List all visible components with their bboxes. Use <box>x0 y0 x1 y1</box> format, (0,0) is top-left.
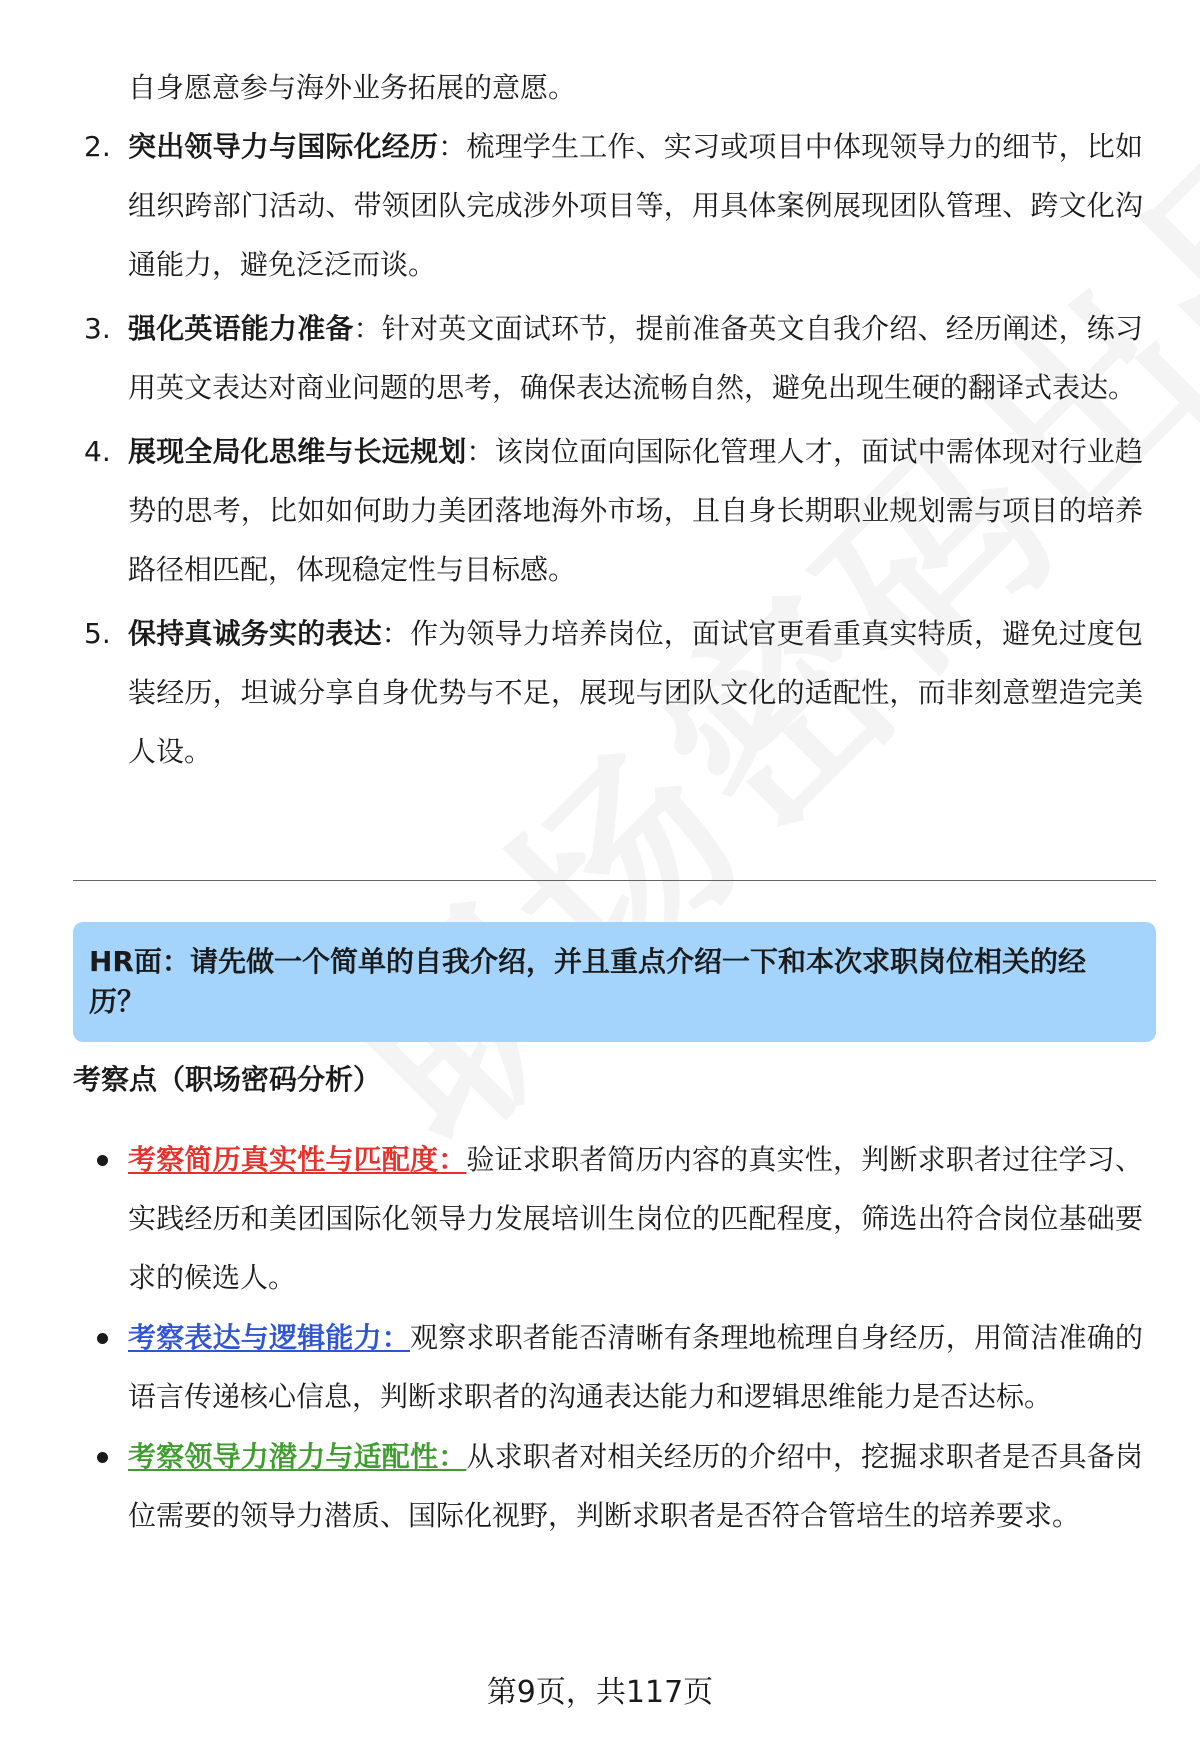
keyword-link[interactable]: 考察领导力潜力与适配性： <box>128 1440 467 1473</box>
numbered-list <box>0 117 1200 786</box>
list-item-body: ：针对英文面试环节，提前准备英文自我介绍、经历阐述，练习用英文表达对商业问题的思考，确保表达流畅自然，避免出现生硬的翻译式表达。 <box>128 312 1143 404</box>
list-item-text <box>128 117 1143 294</box>
list-item-body: 验证求职者简历内容的真实性，判断求职者过往学习、实践经历和美团国际化领导力发展培训生岗位的匹配程度，筛选出符合岗位基础要求的候选人。 <box>128 1143 1143 1294</box>
bullet-icon <box>97 1155 108 1166</box>
bullet-icon <box>97 1452 108 1463</box>
list-item-text <box>128 1130 1143 1307</box>
section-heading: 考察点（职场密码分析） <box>73 1063 382 1096</box>
continuation-text: 自身愿意参与海外业务拓展的意愿。 <box>128 71 577 104</box>
list-item-text <box>128 422 1143 599</box>
list-item-title: 展现全局化思维与长远规划 <box>128 435 467 468</box>
list-item <box>0 117 1200 294</box>
list-item-text <box>128 299 1143 417</box>
list-item-body: ：梳理学生工作、实习或项目中体现领导力的细节，比如组织跨部门活动、带领团队完成涉外项目等，用具体案例展现团队管理、跨文化沟通能力，避免泛泛而谈。 <box>128 130 1143 281</box>
section-divider <box>73 880 1156 881</box>
question-box <box>73 922 1156 1042</box>
list-item <box>0 1130 1200 1307</box>
list-item-body: 观察求职者能否清晰有条理地梳理自身经历，用简洁准确的语言传递核心信息，判断求职者的沟通表达能力和逻辑思维能力是否达标。 <box>128 1321 1143 1413</box>
list-item <box>0 1427 1200 1545</box>
list-item-title: 保持真诚务实的表达 <box>128 617 382 650</box>
list-item-body: ：该岗位面向国际化管理人才，面试中需体现对行业趋势的思考，比如如何助力美团落地海外市场，且自身长期职业规划需与项目的培养路径相匹配，体现稳定性与目标感。 <box>128 435 1143 586</box>
keyword-link[interactable]: 考察表达与逻辑能力： <box>128 1321 410 1354</box>
page-number: 第9页，共117页 <box>486 1675 714 1710</box>
list-item-body: ：作为领导力培养岗位，面试官更看重真实特质，避免过度包装经历，坦诚分享自身优势与不足，展现与团队文化的适配性，而非刻意塑造完美人设。 <box>128 617 1143 768</box>
list-item-number: 2. <box>84 130 111 163</box>
list-item-number: 4. <box>84 435 111 468</box>
question-text: HR面：请先做一个简单的自我介绍，并且重点介绍一下和本次求职岗位相关的经历？ <box>89 945 1086 1018</box>
list-item-title: 突出领导力与国际化经历 <box>128 130 439 163</box>
list-item-text <box>128 1308 1143 1426</box>
bullet-list <box>0 1130 1200 1546</box>
list-item-title: 强化英语能力准备 <box>128 312 354 345</box>
list-item <box>0 422 1200 599</box>
list-item <box>0 299 1200 417</box>
list-item <box>0 604 1200 781</box>
keyword-link[interactable]: 考察简历真实性与匹配度： <box>128 1143 467 1176</box>
list-item-text <box>128 604 1143 781</box>
bullet-icon <box>97 1333 108 1344</box>
list-item-number: 5. <box>84 617 111 650</box>
list-item-number: 3. <box>84 312 111 345</box>
list-item-body: 从求职者对相关经历的介绍中，挖掘求职者是否具备岗位需要的领导力潜质、国际化视野，判断求职者是否符合管培生的培养要求。 <box>128 1440 1143 1532</box>
list-item-text <box>128 1427 1143 1545</box>
list-item <box>0 1308 1200 1426</box>
